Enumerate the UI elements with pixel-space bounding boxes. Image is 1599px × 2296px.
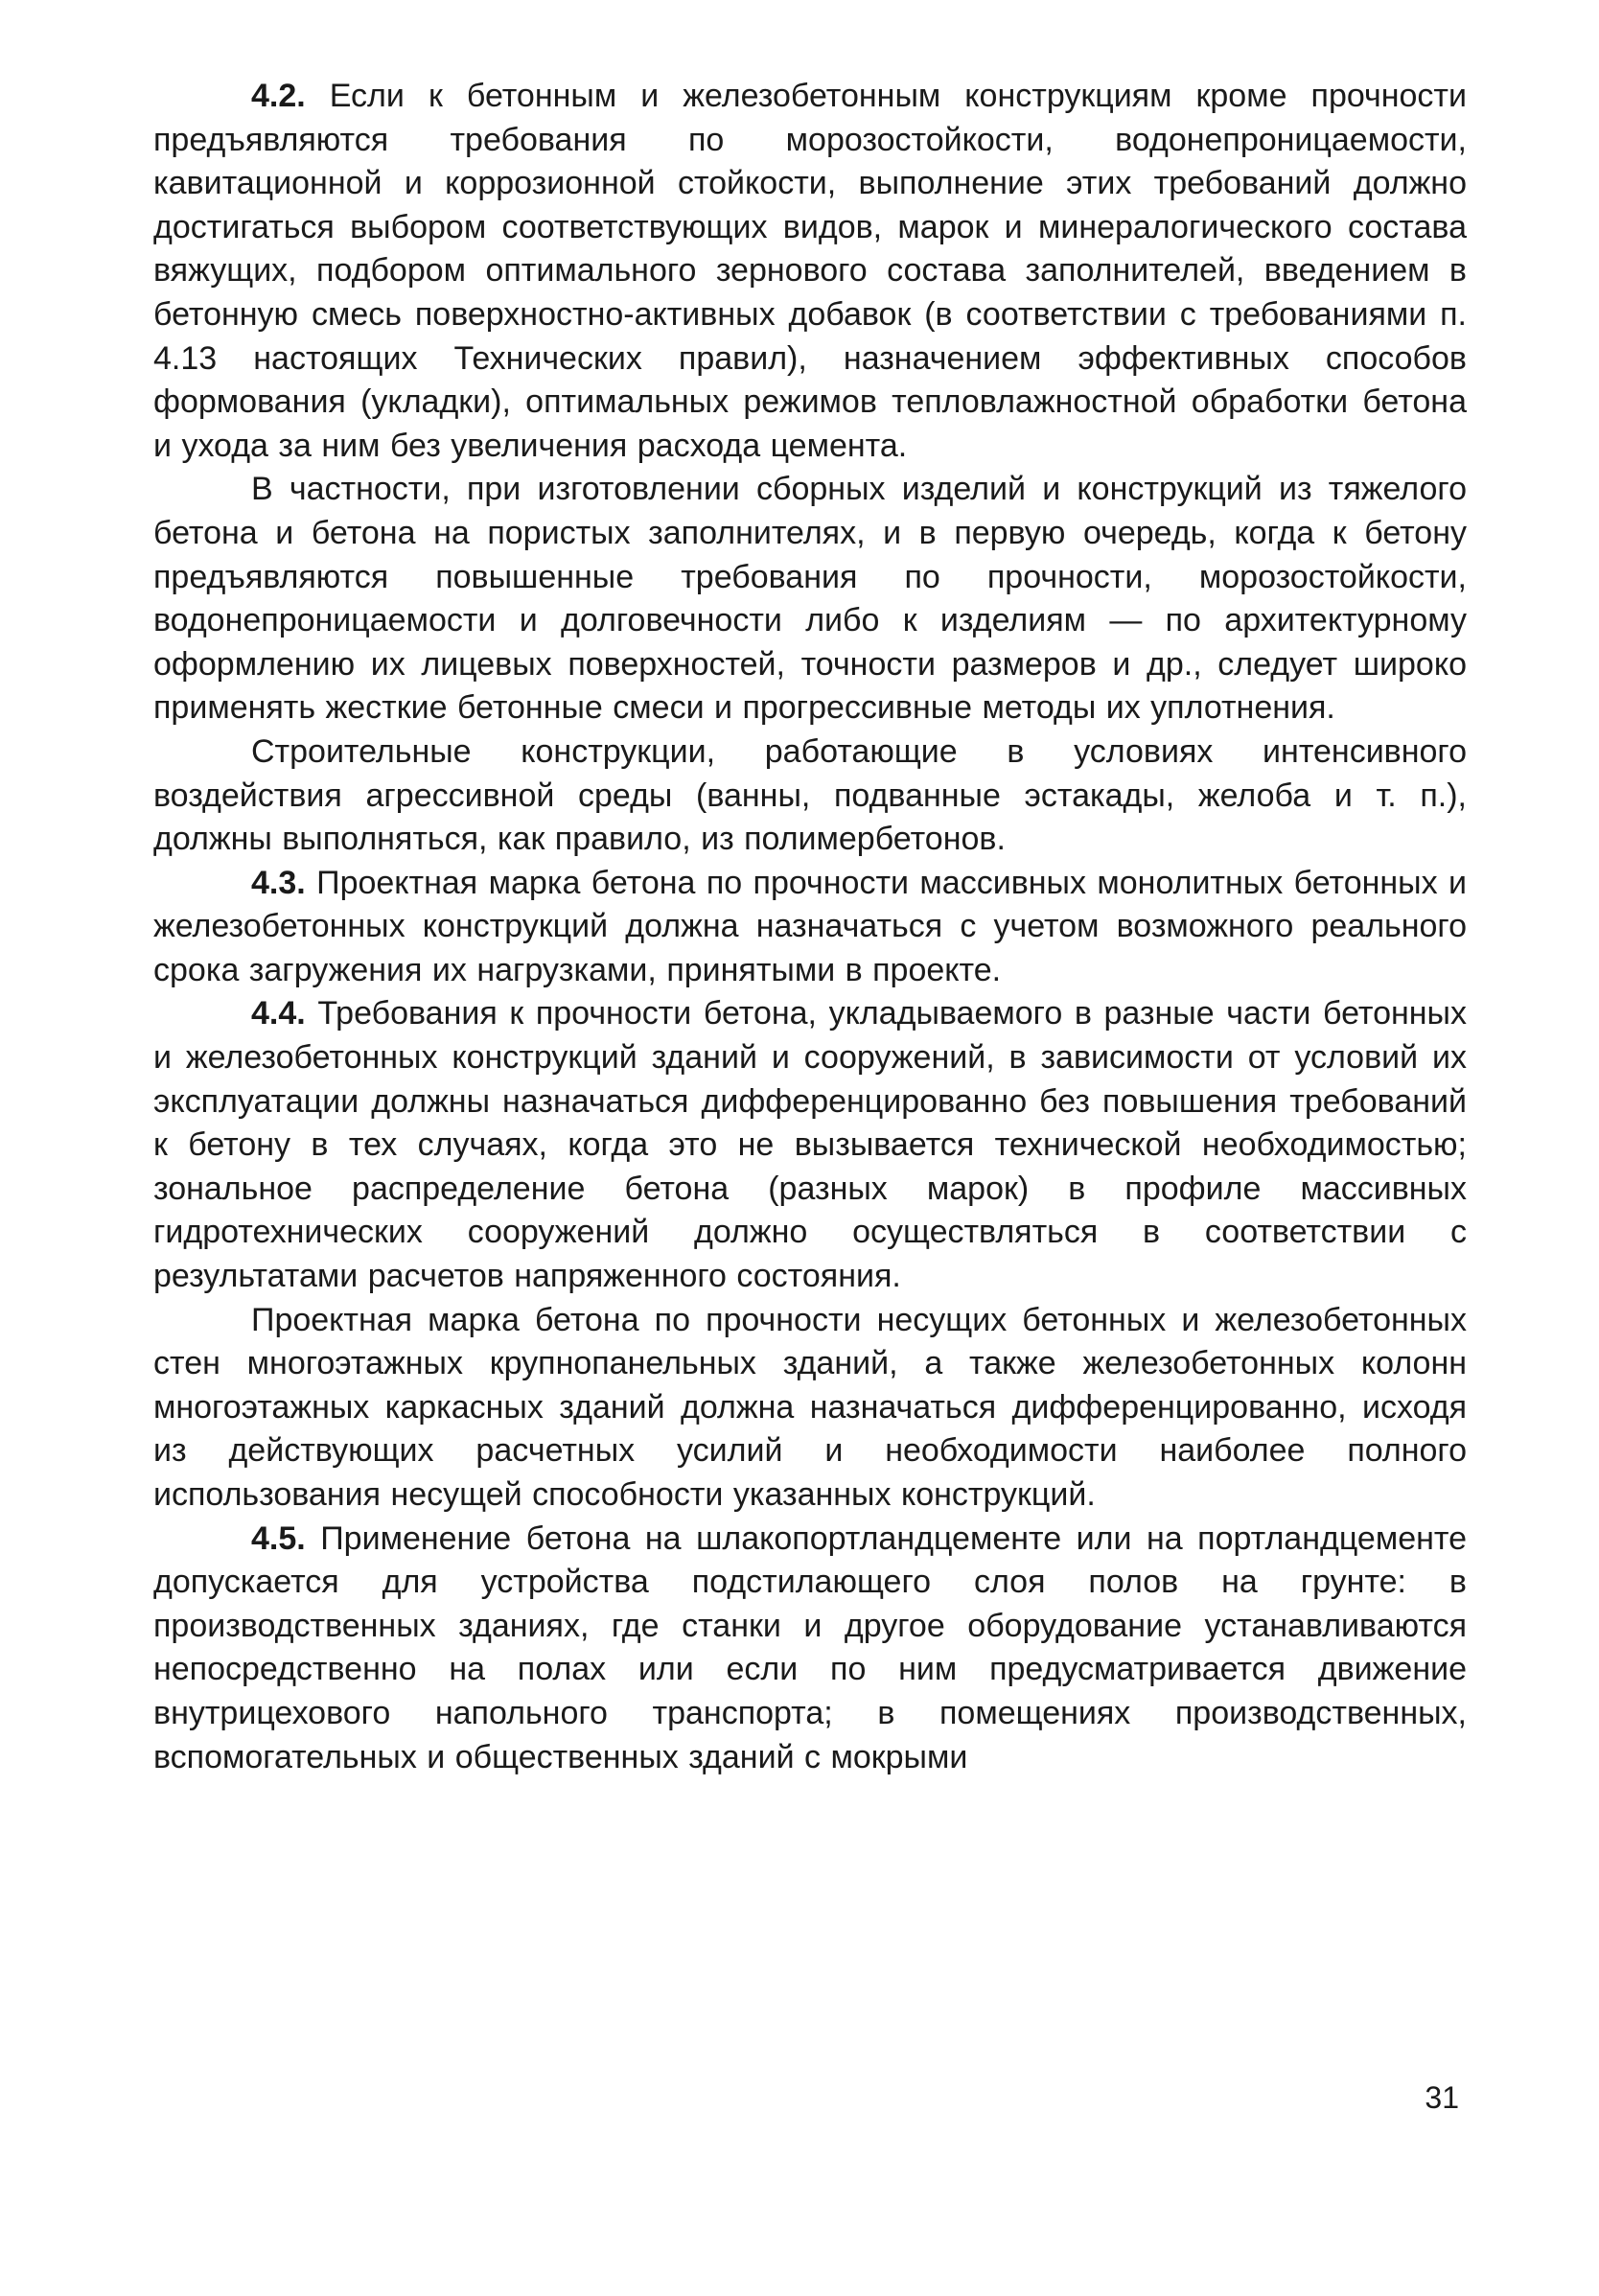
section-number: 4.3.	[251, 864, 306, 901]
paragraph-4-4-walls	[153, 1299, 1467, 1518]
paragraph-4-2-polymer	[153, 731, 1467, 862]
document-body	[153, 75, 1467, 1779]
page-number: 31	[1425, 2080, 1459, 2115]
paragraph-text: Проектная марка бетона по прочности массивных монолитных бетонных и железобетонных конструкций должна назначаться с учетом возможного реального срока загружения их нагрузками, принятыми в проекте.	[153, 864, 1467, 988]
paragraph-text: Проектная марка бетона по прочности несущих бетонных и железобетонных стен многоэтажных крупнопанельных зданий, а также железобетонных колонн многоэтажных каркасных зданий должна назначаться дифференцированно, исходя из действующих расчетных усилий и необходимости наиболее полного использования несущей способности указанных конструкций.	[153, 1301, 1467, 1513]
paragraph-text: В частности, при изготовлении сборных изделий и конструкций из тяжелого бетона и бетона на пористых заполнителях, и в первую очередь, когда к бетону предъявляются повышенные требования по прочности, морозостойкости, водонепроницаемости и долговечности либо к изделиям — по архитектурному оформлению их лицевых поверхностей, точности размеров и др., следует широко применять жесткие бетонные смеси и прогрессивные методы их уплотнения.	[153, 471, 1467, 727]
section-number: 4.4.	[251, 995, 306, 1032]
paragraph-4-4	[153, 992, 1467, 1298]
paragraph-text: Требования к прочности бетона, укладываемого в разные части бетонных и железобетонных конструкций зданий и сооружений, в зависимости от условий их эксплуатации должны назначаться дифференцированно без повышения требований к бетону в тех случаях, когда это не вызывается технической необходимостью; зональное распределение бетона (разных марок) в профиле массивных гидротехнических сооружений должно осуществляться в соответствии с результатами расчетов напряженного состояния.	[153, 995, 1467, 1295]
section-number: 4.2.	[251, 78, 306, 114]
paragraph-text: Если к бетонным и железобетонным конструкциям кроме прочности предъявляются требования по морозостойкости, водонепроницаемости, кавитационной и коррозионной стойкости, выполнение этих требований должно достигаться выбором соответствующих видов, марок и минералогического состава вяжущих, подбором оптимального зернового состава заполнителей, введением в бетонную смесь поверхностно-активных добавок (в соответствии с требованиями п. 4.13 настоящих Технических правил), назначением эффективных способов формования (укладки), оптимальных режимов тепловлажностной обработки бетона и ухода за ним без увеличения расхода цемента.	[153, 78, 1467, 464]
paragraph-4-2	[153, 75, 1467, 468]
paragraph-4-3	[153, 862, 1467, 993]
section-number: 4.5.	[251, 1519, 306, 1557]
paragraph-text: Применение бетона на шлакопортландцементе или на портландцементе допускается для устройства подстилающего слоя полов на грунте: в производственных зданиях, где станки и другое оборудование устанавливаются непосредственно на полах или если по ним предусматривается движение внутрицехового напольного транспорта; в помещениях производственных, вспомогательных и общественных зданий с мокрыми	[153, 1519, 1467, 1775]
paragraph-4-5	[153, 1518, 1467, 1780]
paragraph-4-2-particular	[153, 468, 1467, 731]
paragraph-text: Строительные конструкции, работающие в условиях интенсивного воздействия агрессивной среды (ванны, подванные эстакады, желоба и т. п.), должны выполняться, как правило, из полимербетонов.	[153, 732, 1467, 858]
